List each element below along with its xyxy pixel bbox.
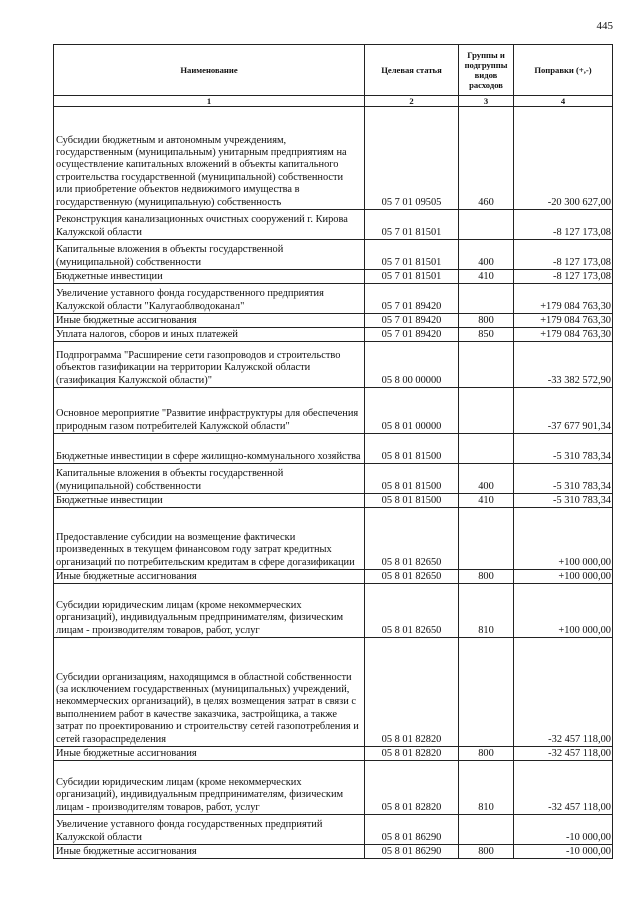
row-code: 05 7 01 81501	[365, 210, 459, 240]
table-row	[54, 570, 613, 584]
table-row	[54, 508, 613, 570]
row-code: 05 8 01 81500	[365, 434, 459, 464]
row-amount: -5 310 783,34	[514, 434, 613, 464]
table-row	[54, 464, 613, 494]
table-row	[54, 638, 613, 747]
row-code: 05 8 01 82650	[365, 508, 459, 570]
row-code: 05 8 01 81500	[365, 494, 459, 508]
row-group: 410	[459, 494, 514, 508]
row-code: 05 7 01 89420	[365, 284, 459, 314]
row-name: Иные бюджетные ассигнования	[54, 845, 365, 859]
row-code: 05 7 01 81501	[365, 240, 459, 270]
row-name: Реконструкция канализационных очистных сооружений г. Кирова Калужской области	[54, 210, 365, 240]
row-group	[459, 342, 514, 388]
row-amount: -33 382 572,90	[514, 342, 613, 388]
row-code: 05 8 00 00000	[365, 342, 459, 388]
row-amount: -8 127 173,08	[514, 240, 613, 270]
row-group: 810	[459, 584, 514, 638]
row-group	[459, 815, 514, 845]
row-amount: +179 084 763,30	[514, 328, 613, 342]
row-name: Предоставление субсидии на возмещение фактически произведенных в текущем финансовом году затрат кредитных организаций по потребительским кредитам в сфере догазификации	[54, 508, 365, 570]
table-row	[54, 342, 613, 388]
row-group: 800	[459, 845, 514, 859]
row-amount: -8 127 173,08	[514, 270, 613, 284]
header-amount: Поправки (+,-)	[514, 45, 613, 96]
budget-table	[53, 44, 613, 859]
row-amount: -5 310 783,34	[514, 464, 613, 494]
row-name: Субсидии бюджетным и автономным учреждениям, государственным (муниципальным) унитарным предприятиям на осуществление капитальных вложений в объекты капитального строительства государственной (муниципальной) собственности или приобретение объектов недвижимого имущества в государственную (муниципальную) собственность	[54, 107, 365, 210]
table-row	[54, 761, 613, 815]
row-group: 410	[459, 270, 514, 284]
row-code: 05 8 01 82650	[365, 584, 459, 638]
row-name: Капитальные вложения в объекты государственной (муниципальной) собственности	[54, 240, 365, 270]
row-group	[459, 388, 514, 434]
table-body	[54, 107, 613, 859]
row-code: 05 8 01 86290	[365, 815, 459, 845]
row-code: 05 8 01 86290	[365, 845, 459, 859]
row-group: 850	[459, 328, 514, 342]
row-name: Иные бюджетные ассигнования	[54, 314, 365, 328]
table-row	[54, 494, 613, 508]
header-num-4: 4	[514, 96, 613, 107]
row-name: Бюджетные инвестиции	[54, 494, 365, 508]
row-code: 05 8 01 82820	[365, 747, 459, 761]
table-row	[54, 240, 613, 270]
table-row	[54, 815, 613, 845]
row-code: 05 8 01 82650	[365, 570, 459, 584]
row-name: Капитальные вложения в объекты государственной (муниципальной) собственности	[54, 464, 365, 494]
table-row	[54, 328, 613, 342]
row-code: 05 7 01 89420	[365, 314, 459, 328]
row-amount: +179 084 763,30	[514, 284, 613, 314]
table-row	[54, 107, 613, 210]
row-group	[459, 434, 514, 464]
row-name: Основное мероприятие "Развитие инфраструктуры для обеспечения природным газом потребителей Калужской области"	[54, 388, 365, 434]
row-name: Иные бюджетные ассигнования	[54, 570, 365, 584]
table-row	[54, 747, 613, 761]
table-row	[54, 584, 613, 638]
row-name: Субсидии организациям, находящимся в областной собственности (за исключением государственных (муниципальных) учреждений, некоммерческих организаций), в целях возмещения затрат в связи с выполнением работ в качестве заказчика, застройщика, а также затрат по проектированию и строительству сетей газопотребления и сетей газораспределения	[54, 638, 365, 747]
table-row	[54, 314, 613, 328]
row-amount: +100 000,00	[514, 570, 613, 584]
row-code: 05 8 01 00000	[365, 388, 459, 434]
row-name: Подпрограмма "Расширение сети газопроводов и строительство объектов газификации на территории Калужской области (газификация Калужской области)"	[54, 342, 365, 388]
row-group	[459, 284, 514, 314]
row-group: 800	[459, 570, 514, 584]
row-group	[459, 508, 514, 570]
row-code: 05 7 01 89420	[365, 328, 459, 342]
row-name: Увеличение уставного фонда государственных предприятий Калужской области	[54, 815, 365, 845]
row-name: Бюджетные инвестиции в сфере жилищно-коммунального хозяйства	[54, 434, 365, 464]
row-group: 800	[459, 314, 514, 328]
table-row	[54, 434, 613, 464]
row-amount: -20 300 627,00	[514, 107, 613, 210]
row-name: Субсидии юридическим лицам (кроме некоммерческих организаций), индивидуальным предпринимателям, физическим лицам - производителям товаров, работ, услуг	[54, 584, 365, 638]
row-amount: +100 000,00	[514, 584, 613, 638]
header-num-1: 1	[54, 96, 365, 107]
header-name: Наименование	[54, 45, 365, 96]
row-group: 810	[459, 761, 514, 815]
header-num-3: 3	[459, 96, 514, 107]
row-name: Иные бюджетные ассигнования	[54, 747, 365, 761]
row-amount: -10 000,00	[514, 845, 613, 859]
table-row	[54, 210, 613, 240]
row-code: 05 7 01 09505	[365, 107, 459, 210]
row-amount: -8 127 173,08	[514, 210, 613, 240]
page-number: 445	[596, 20, 613, 32]
row-amount: -5 310 783,34	[514, 494, 613, 508]
row-code: 05 8 01 81500	[365, 464, 459, 494]
row-group: 460	[459, 107, 514, 210]
row-name: Бюджетные инвестиции	[54, 270, 365, 284]
header-code: Целевая статья	[365, 45, 459, 96]
row-code: 05 8 01 82820	[365, 761, 459, 815]
row-name: Уплата налогов, сборов и иных платежей	[54, 328, 365, 342]
row-group: 400	[459, 464, 514, 494]
row-amount: -32 457 118,00	[514, 747, 613, 761]
row-group: 400	[459, 240, 514, 270]
row-group: 800	[459, 747, 514, 761]
table-row	[54, 270, 613, 284]
header-num-2: 2	[365, 96, 459, 107]
row-group	[459, 638, 514, 747]
row-code: 05 7 01 81501	[365, 270, 459, 284]
table-row	[54, 388, 613, 434]
row-group	[459, 210, 514, 240]
row-amount: +100 000,00	[514, 508, 613, 570]
table-row	[54, 845, 613, 859]
row-name: Субсидии юридическим лицам (кроме некоммерческих организаций), индивидуальным предпринимателям, физическим лицам - производителям товаров, работ, услуг	[54, 761, 365, 815]
row-amount: -32 457 118,00	[514, 761, 613, 815]
row-amount: +179 084 763,30	[514, 314, 613, 328]
row-name: Увеличение уставного фонда государственного предприятия Калужской области "Калугаоблводоканал"	[54, 284, 365, 314]
row-amount: -10 000,00	[514, 815, 613, 845]
row-amount: -37 677 901,34	[514, 388, 613, 434]
header-group: Группы и подгруппы видов расходов	[459, 45, 514, 96]
table-row	[54, 284, 613, 314]
row-code: 05 8 01 82820	[365, 638, 459, 747]
row-amount: -32 457 118,00	[514, 638, 613, 747]
